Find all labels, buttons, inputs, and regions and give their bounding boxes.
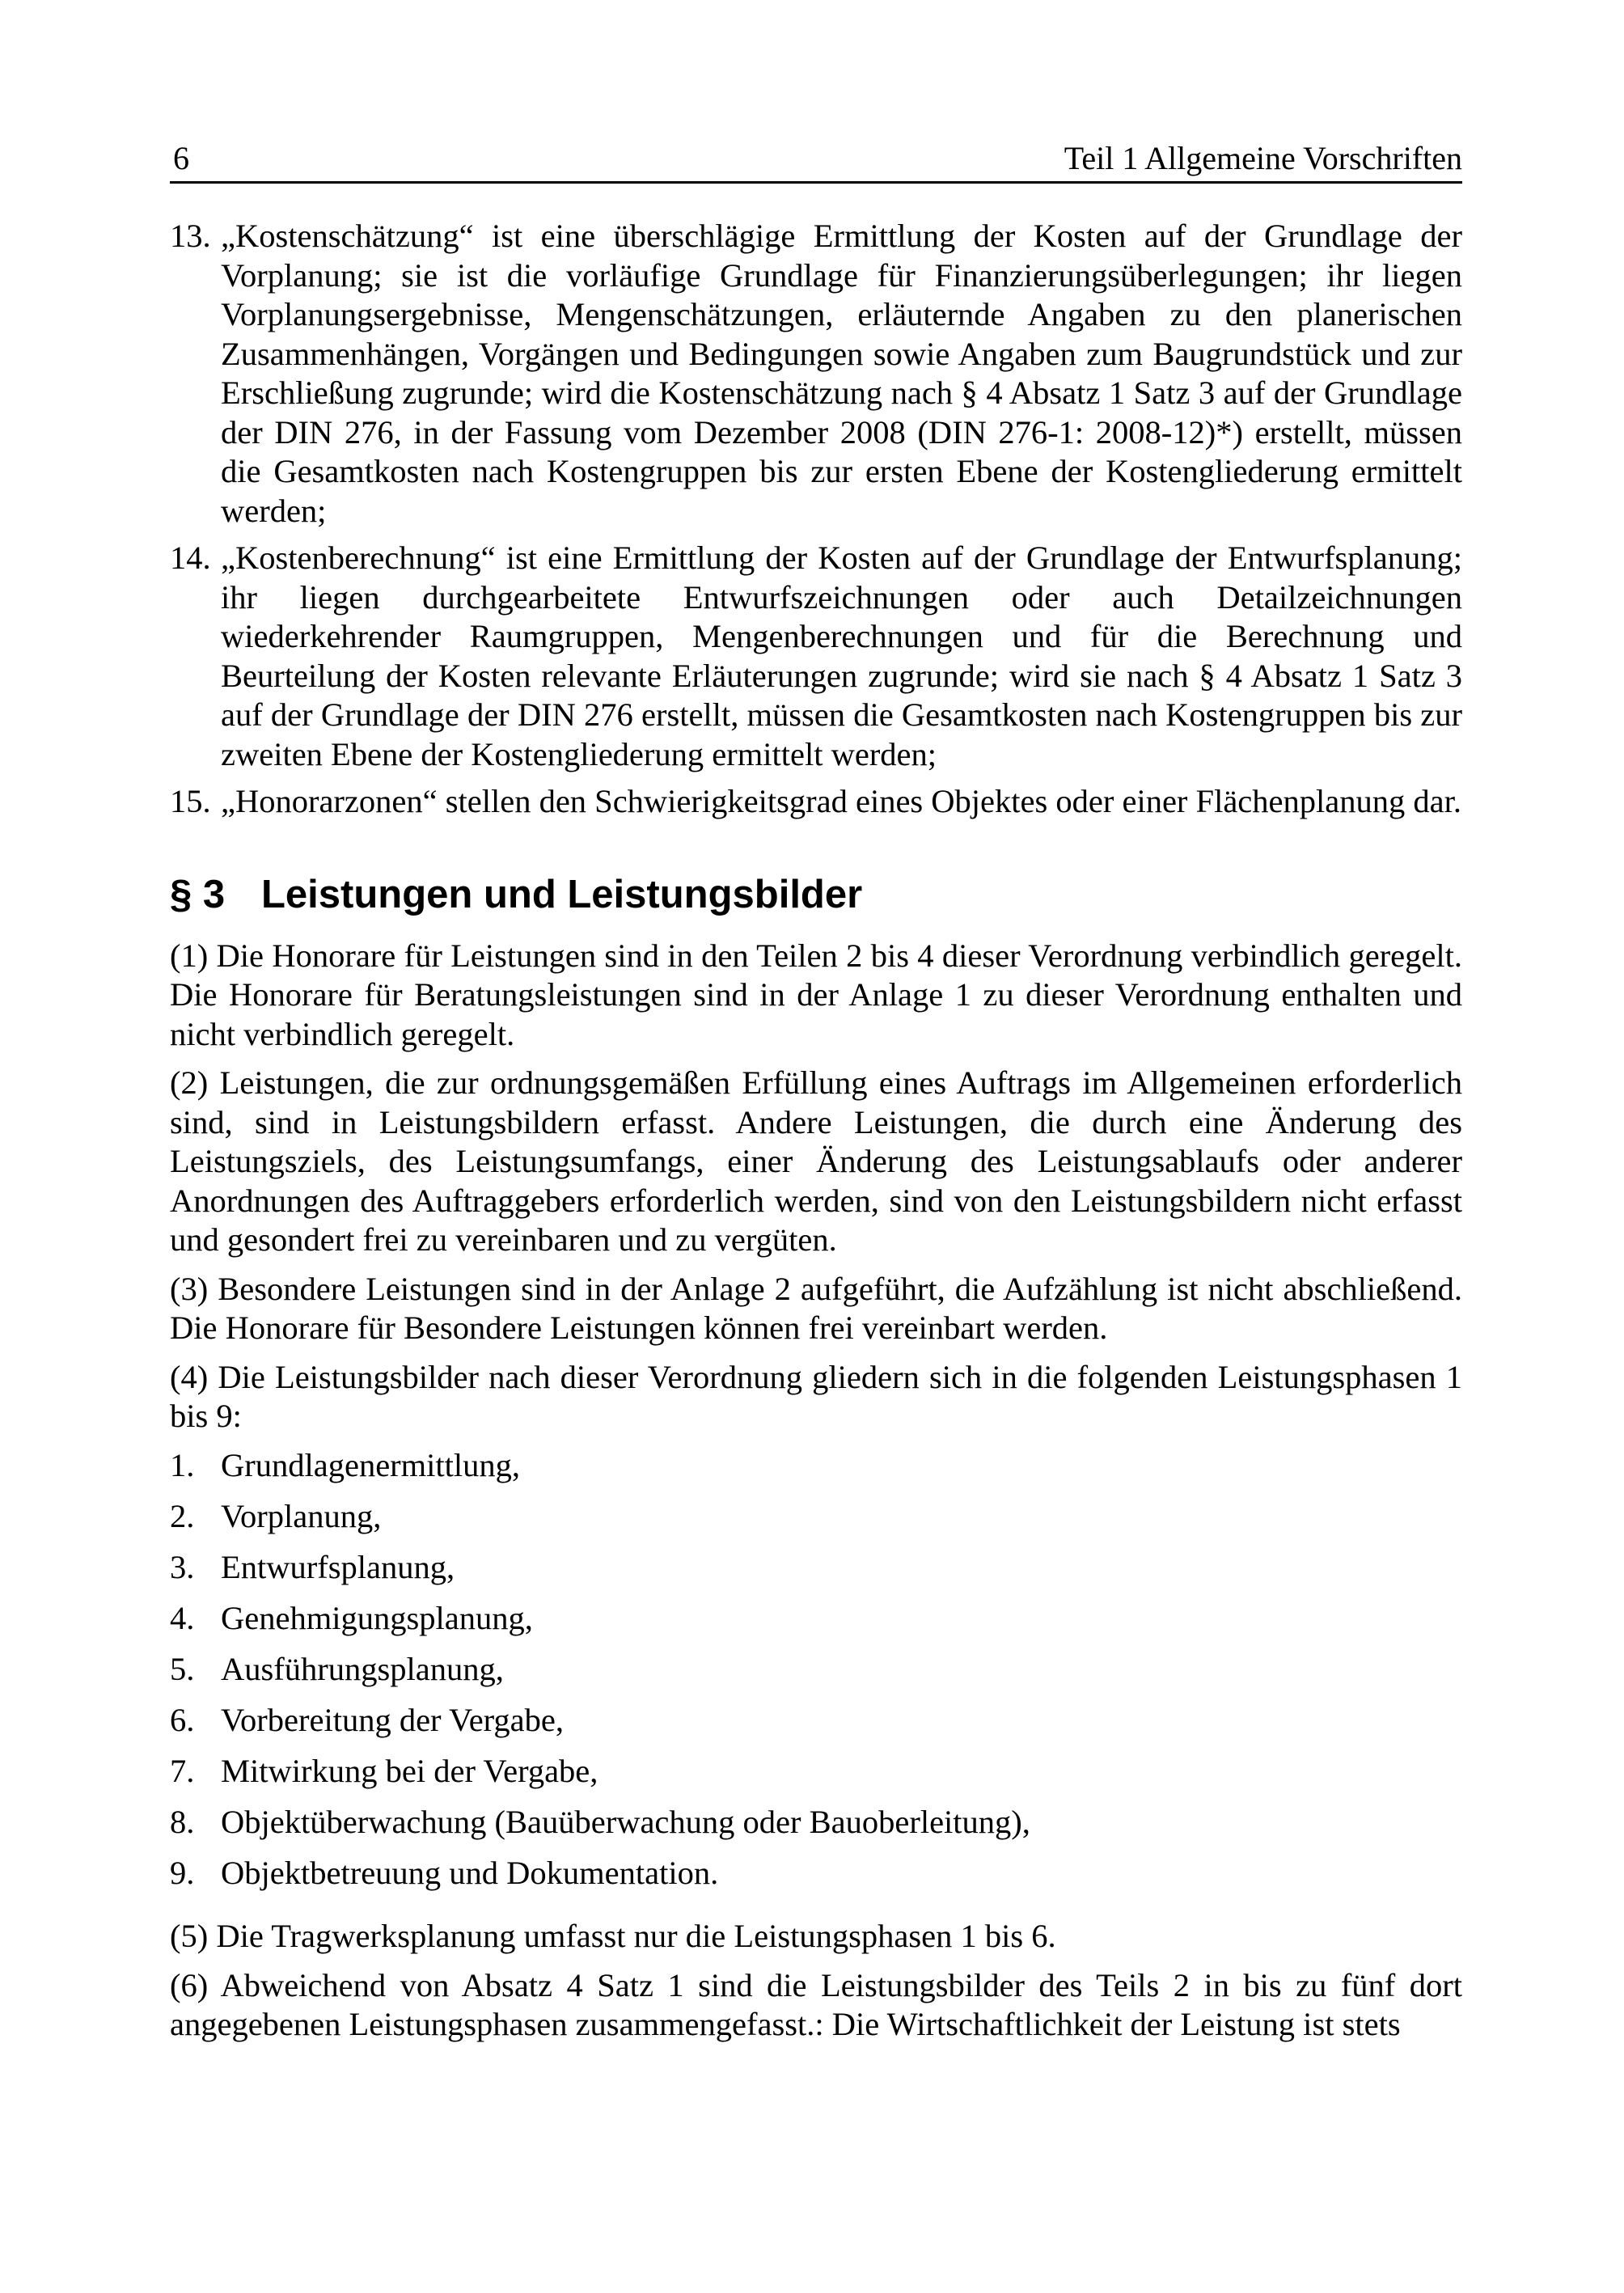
list-item-label: Grundlagenermittlung, — [221, 1446, 521, 1483]
list-item-number: 1. — [170, 1446, 195, 1483]
list-item — [170, 1599, 1462, 1639]
paragraph-2: (2) Leistungen, die zur ordnungsgemäßen Erfüllung eines Auftrags im Allgemeinen erforderlich sind, sind in Leistungsbildern erfasst. Andere Leistungen, die durch eine Änderung des Leistungsziels, des Leistungsumfangs, einer Änderung des Leistungsablaufs oder anderer Anordnungen des Auftraggebers erforderlich werden, sind von den Leistungsbildern nicht erfasst und gesondert frei zu vereinbaren und zu vergüten. — [170, 1064, 1462, 1258]
paragraph-1: (1) Die Honorare für Leistungen sind in den Teilen 2 bis 4 dieser Verordnung verbindlich geregelt. Die Honorare für Beratungsleistungen sind in der Anlage 1 zu dieser Verordnung enthalten und nicht verbindlich geregelt. — [170, 937, 1462, 1052]
definition-text: „Honorarzonen“ stellen den Schwierigkeitsgrad eines Objektes oder einer Flächenplanung dar. — [221, 783, 1461, 819]
definition-number: 14. — [170, 539, 211, 576]
list-item — [170, 1650, 1462, 1690]
list-item — [170, 1701, 1462, 1741]
list-item-label: Ausführungsplanung, — [221, 1650, 504, 1687]
list-item-number: 7. — [170, 1752, 195, 1789]
list-item-number: 5. — [170, 1650, 195, 1687]
running-title: Teil 1 Allgemeine Vorschriften — [1064, 140, 1462, 176]
list-item-number: 8. — [170, 1803, 195, 1840]
section-number: § 3 — [170, 872, 226, 916]
definition-text: „Kostenberechnung“ ist eine Ermittlung der Kosten auf der Grundlage der Entwurfsplanung; ihr liegen durchgearbeitete Entwurfszeichnungen oder auch Detailzeichnungen wiederkehrender Raumgruppen, Mengenberechnungen und für die Berechnung und Beurteilung der Kosten relevante Erläuterungen zugrunde; wird sie nach § 4 Absatz 1 Satz 3 auf der Grundlage der DIN 276 erstellt, müssen die Gesamtkosten nach Kostengruppen bis zur zweiten Ebene der Kostengliederung ermittelt werden; — [221, 539, 1462, 772]
section-title: Leistungen und Leistungsbilder — [261, 872, 863, 916]
list-item-label: Genehmigungsplanung, — [221, 1599, 533, 1636]
list-item-number: 3. — [170, 1548, 195, 1585]
list-item-label: Mitwirkung bei der Vergabe, — [221, 1752, 598, 1789]
paragraph-4: (4) Die Leistungsbilder nach dieser Verordnung gliedern sich in die folgenden Leistungsphasen 1 bis 9: — [170, 1358, 1462, 1434]
list-item — [170, 1752, 1462, 1792]
phase-list — [170, 1446, 1462, 1893]
definition-item — [170, 217, 1462, 531]
list-item-label: Vorbereitung der Vergabe, — [221, 1701, 565, 1738]
list-item — [170, 1497, 1462, 1537]
list-item-label: Objektbetreuung und Dokumentation. — [221, 1854, 719, 1891]
list-item-number: 4. — [170, 1599, 195, 1636]
definition-item — [170, 782, 1462, 822]
definition-item — [170, 539, 1462, 774]
running-header — [170, 136, 1462, 184]
definition-text: „Kostenschätzung“ ist eine überschlägige Ermittlung der Kosten auf der Grundlage der Vorplanung; sie ist die vorläufige Grundlage für Finanzierungsüberlegungen; ihr liegen Vorplanungsergebnisse, Mengenschätzungen, erläuternde Angaben zu den planerischen Zusammenhängen, Vorgängen und Bedingungen sowie Angaben zum Baugrundstück und zur Erschließung zugrunde; wird die Kostenschätzung nach § 4 Absatz 1 Satz 3 auf der Grundlage der DIN 276, in der Fassung vom Dezember 2008 (DIN 276-1: 2008-12)*) erstellt, müssen die Gesamtkosten nach Kostengruppen bis zur ersten Ebene der Kostengliederung ermittelt werden; — [221, 218, 1462, 529]
paragraph-5: (5) Die Tragwerksplanung umfasst nur die Leistungsphasen 1 bis 6. — [170, 1918, 1056, 1954]
list-item — [170, 1548, 1462, 1588]
list-item-label: Vorplanung, — [221, 1497, 382, 1534]
list-item-number: 2. — [170, 1497, 195, 1534]
list-item-number: 9. — [170, 1854, 195, 1891]
page-content — [170, 217, 1462, 2054]
list-item-number: 6. — [170, 1701, 195, 1738]
list-item — [170, 1803, 1462, 1842]
list-item — [170, 1854, 1462, 1893]
paragraph-3: (3) Besondere Leistungen sind in der Anlage 2 aufgeführt, die Aufzählung ist nicht abschließend. Die Honorare für Besondere Leistungen können frei vereinbart werden. — [170, 1270, 1462, 1346]
definition-number: 15. — [170, 783, 211, 819]
list-item-label: Objektüberwachung (Bauüberwachung oder Bauoberleitung), — [221, 1803, 1030, 1840]
list-item-label: Entwurfsplanung, — [221, 1548, 455, 1585]
page-number: 6 — [173, 140, 189, 176]
section-heading — [170, 870, 1462, 919]
list-item — [170, 1446, 1462, 1486]
paragraph-6: (6) Abweichend von Absatz 4 Satz 1 sind die Leistungsbilder des Teils 2 in bis zu fünf dort angegebenen Leistungsphasen zusammengefasst.: Die Wirtschaftlichkeit der Leistung ist stets — [170, 1966, 1462, 2042]
definition-number: 13. — [170, 218, 211, 254]
